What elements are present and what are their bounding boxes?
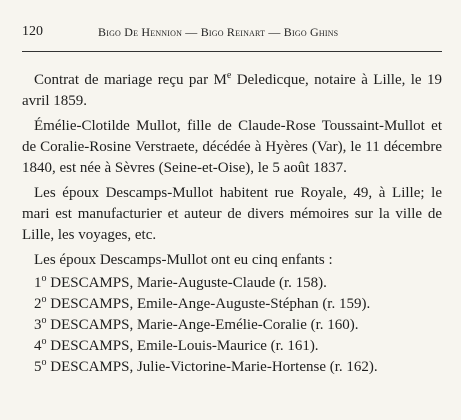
item-number: 3 — [34, 317, 42, 333]
list-item — [34, 273, 442, 294]
page-number: 120 — [22, 24, 43, 39]
item-text: DESCAMPS, Emile-Ange-Auguste-Stéphan (r. 159). — [46, 296, 371, 312]
item-number: 5 — [34, 359, 42, 375]
page-body — [22, 70, 442, 378]
item-number: 4 — [34, 338, 42, 354]
ordinal-superscript: o — [41, 273, 47, 284]
children-list — [22, 273, 442, 378]
ordinal-superscript: o — [41, 357, 47, 368]
item-text: DESCAMPS, Emile-Louis-Maurice (r. 161). — [46, 338, 319, 354]
page-header — [22, 24, 440, 44]
item-text: DESCAMPS, Marie-Auguste-Claude (r. 158). — [46, 275, 327, 291]
children-intro: Les époux Descamps-Mullot ont eu cinq enfants : — [34, 252, 333, 268]
list-item — [34, 357, 442, 378]
item-text: DESCAMPS, Julie-Victorine-Marie-Hortense (r. 162). — [46, 359, 378, 375]
ordinal-superscript: o — [41, 294, 47, 305]
list-item — [34, 294, 442, 315]
paragraph-text: Contrat de mariage reçu par M — [34, 72, 227, 88]
ordinal-superscript: o — [41, 336, 47, 347]
paragraph-marriage-contract — [22, 70, 442, 112]
superscript: e — [226, 70, 232, 81]
running-title: Bigo De Hennion — Bigo Reinart — Bigo Ghins — [98, 25, 339, 39]
item-text: DESCAMPS, Marie-Ange-Emélie-Coralie (r. 160). — [46, 317, 359, 333]
list-item — [34, 336, 442, 357]
item-number: 1 — [34, 275, 42, 291]
item-number: 2 — [34, 296, 42, 312]
paragraph-residence: Les époux Descamps-Mullot habitent rue Royale, 49, à Lille; le mari est manufacturier et auteur de divers mémoires sur la ville de Lille, les voyages, etc. — [22, 185, 442, 243]
paragraph-wife-biography: Émélie-Clotilde Mullot, fille de Claude-Rose Toussaint-Mullot et de Coralie-Rosine Verstraete, décédée à Hyères (Var), le 11 décembre 1840, est née à Sèvres (Seine-et-Oise), le 5 août 1837. — [22, 118, 442, 176]
paragraph-text: Deledicque, notaire à Lille, le 19 avril 1859. — [22, 72, 443, 109]
header-rule — [22, 51, 442, 52]
ordinal-superscript: o — [41, 315, 47, 326]
list-item — [34, 315, 442, 336]
